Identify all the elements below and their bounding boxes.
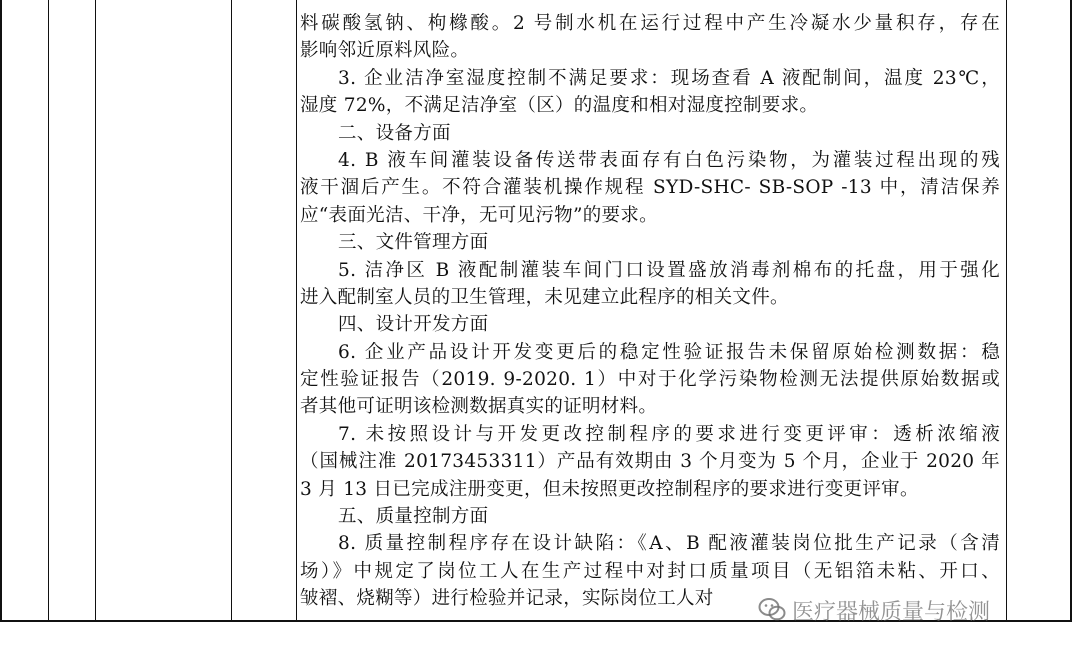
- text-line: 湿度 72%，不满足洁净室（区）的温度和相对湿度控制要求。: [300, 95, 819, 117]
- wechat-icon: [758, 597, 786, 623]
- column-divider: [48, 0, 49, 622]
- text-line: 5. 洁净区 B 液配制灌装车间门口设置盛放消毒剂棉布的托盘，用于强化: [338, 259, 1000, 281]
- text-line: 进入配制室人员的卫生管理，未见建立此程序的相关文件。: [300, 286, 789, 308]
- column-divider: [296, 0, 297, 622]
- text-line: 8. 质量控制程序存在设计缺陷：《A、B 配液灌装岗位批生产记录（含清: [338, 533, 1000, 555]
- section-heading: 二、设备方面: [338, 122, 451, 144]
- column-divider: [1006, 0, 1007, 622]
- findings-cell: [300, 10, 1000, 613]
- section-heading: 四、设计开发方面: [338, 314, 489, 336]
- section-heading: 五、质量控制方面: [338, 506, 489, 528]
- text-line: 应“表面光洁、干净，无可见污物”的要求。: [300, 204, 658, 226]
- text-line: 3. 企业洁净室湿度控制不满足要求：现场查看 A 液配制间，温度 23℃，: [338, 67, 1000, 89]
- text-line: 影响邻近原料风险。: [300, 40, 470, 62]
- text-line: 7. 未按照设计与开发更改控制程序的要求进行变更评审：透析浓缩液: [338, 423, 1000, 445]
- section-heading: 三、文件管理方面: [338, 232, 489, 254]
- watermark-text: 医疗器械质量与检测: [792, 599, 991, 625]
- text-line: 者其他可证明该检测数据真实的证明材料。: [300, 396, 658, 418]
- text-line: 皱褶、烧糊等）进行检验并记录，实际岗位工人对: [300, 588, 714, 610]
- text-line: 3 月 13 日已完成注册变更，但未按照更改控制程序的要求进行变更评审。: [300, 478, 919, 500]
- text-line: 6. 企业产品设计开发变更后的稳定性验证报告未保留原始检测数据：稳: [338, 341, 1000, 363]
- text-line: （国械注准 20173453311）产品有效期由 3 个月变为 5 个月，企业于 2020 年: [300, 451, 1000, 473]
- text-line: 场）》中规定了岗位工人在生产过程中对封口质量项目（无铝箔未粘、开口、: [300, 560, 1000, 582]
- text-line: 4. B 液车间灌装设备传送带表面存有白色污染物，为灌装过程出现的残: [338, 149, 1000, 171]
- text-line: 料碳酸氢钠、枸橼酸。2 号制水机在运行过程中产生冷凝水少量积存，存在: [300, 13, 1000, 34]
- column-divider: [231, 0, 232, 622]
- text-line: 液干涸后产生。不符合灌装机操作规程 SYD-SHC- SB-SOP -13 中，清洁保养: [300, 177, 1000, 199]
- watermark: [758, 592, 990, 628]
- text-line: 定性验证报告（2019. 9-2020. 1）中对于化学污染物检测无法提供原始数据或: [300, 369, 1000, 391]
- column-divider: [95, 0, 96, 622]
